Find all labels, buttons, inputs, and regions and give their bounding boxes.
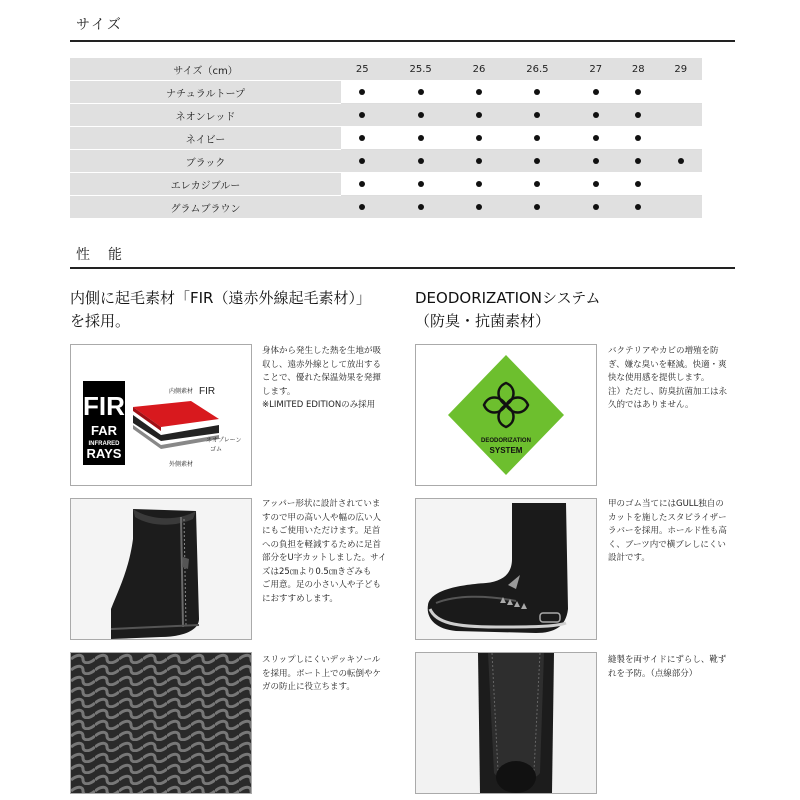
availability-cell — [575, 173, 617, 196]
description-line: ガの防止に役立ちます。 — [262, 682, 355, 692]
available-dot — [593, 158, 599, 164]
availability-cell — [341, 104, 383, 127]
size-column-header: 25 — [341, 58, 383, 81]
availability-cell — [500, 173, 574, 196]
available-dot — [635, 158, 641, 164]
rubber-label: ゴム — [210, 446, 223, 453]
description-line: にもご使用いただけます。足首 — [262, 526, 381, 536]
size-column-header: 29 — [660, 58, 703, 81]
availability-cell — [458, 173, 500, 196]
size-header-label: サイズ（cm） — [70, 58, 341, 81]
description-line: スリップしにくいデッキソール — [262, 655, 381, 665]
availability-cell — [575, 104, 617, 127]
availability-cell — [341, 173, 383, 196]
upper-description — [262, 498, 387, 606]
color-label: ネオンレッド — [70, 104, 341, 127]
size-table-row — [70, 150, 702, 173]
availability-cell — [341, 150, 383, 173]
outer-material-label: 外側素材 — [169, 461, 194, 468]
description-line: アッパー形状に設計されていま — [262, 499, 381, 509]
availability-cell — [617, 173, 659, 196]
available-dot — [534, 135, 540, 141]
description-line: ことで、優れた保温効果を発揮 — [262, 373, 381, 383]
size-column-header: 26.5 — [500, 58, 574, 81]
description-line: バクテリアやカビの増殖を防 — [608, 346, 719, 356]
description-line: ご用意。足の小さい人や子ども — [262, 580, 382, 590]
deo-logo-line1: DEODORIZATION — [481, 438, 531, 444]
available-dot — [635, 204, 641, 210]
available-dot — [534, 204, 540, 210]
feature-left-title — [70, 287, 371, 333]
description-line: ズは25㎝より0.5㎝きざみも — [262, 566, 372, 577]
deodorization-description — [608, 345, 733, 413]
available-dot — [593, 181, 599, 187]
availability-cell — [660, 104, 703, 127]
availability-cell — [383, 81, 457, 104]
performance-section-title: 性 能 — [76, 247, 124, 263]
size-table — [70, 58, 702, 219]
seam-description — [608, 654, 733, 681]
available-dot — [476, 89, 482, 95]
feature-right-line1: DEODORIZATIONシステム — [415, 289, 601, 307]
available-dot — [418, 158, 424, 164]
availability-cell — [500, 104, 574, 127]
feature-right-line2: （防臭・抗菌素材） — [415, 312, 551, 330]
available-dot — [593, 112, 599, 118]
color-label: ナチュラルトープ — [70, 81, 341, 104]
description-line: 快な使用感を提供します。 — [608, 373, 710, 383]
deck-sole-description — [262, 654, 387, 695]
availability-cell — [575, 81, 617, 104]
size-table-row — [70, 196, 702, 219]
availability-cell — [575, 196, 617, 219]
description-line: を採用。ボート上での転倒やケ — [262, 668, 382, 679]
availability-cell — [575, 150, 617, 173]
available-dot — [476, 135, 482, 141]
available-dot — [593, 135, 599, 141]
size-table-row — [70, 81, 702, 104]
description-line: ※LIMITED EDITIONのみ採用 — [262, 400, 376, 410]
availability-cell — [660, 81, 703, 104]
color-label: ブラック — [70, 150, 341, 173]
feature-left-line1: 内側に起毛素材「FIR（遠赤外線起毛素材）」 — [70, 289, 371, 307]
description-line: ぎ、嫌な臭いを軽減。快適・爽 — [608, 359, 727, 370]
availability-cell — [500, 81, 574, 104]
available-dot — [418, 135, 424, 141]
rays-logo-text: RAYS — [86, 446, 122, 461]
section-divider — [70, 40, 735, 42]
fir-material-label: FIR — [199, 386, 216, 397]
available-dot — [359, 112, 365, 118]
size-section-header — [70, 14, 735, 34]
available-dot — [359, 158, 365, 164]
availability-cell — [617, 150, 659, 173]
available-dot — [593, 89, 599, 95]
availability-cell — [383, 150, 457, 173]
available-dot — [635, 89, 641, 95]
color-label: ネイビー — [70, 127, 341, 150]
availability-cell — [383, 173, 457, 196]
available-dot — [534, 89, 540, 95]
description-line: 注）ただし、防臭抗菌加工は永 — [608, 386, 728, 397]
availability-cell — [458, 127, 500, 150]
availability-cell — [341, 127, 383, 150]
availability-cell — [458, 81, 500, 104]
available-dot — [359, 135, 365, 141]
availability-cell — [660, 150, 703, 173]
available-dot — [418, 112, 424, 118]
stabilizer-boot-image — [415, 498, 597, 640]
deodorization-logo-image — [415, 344, 597, 486]
availability-cell — [575, 127, 617, 150]
availability-cell — [617, 104, 659, 127]
section-divider — [70, 267, 735, 269]
availability-cell — [383, 196, 457, 219]
seam-image — [415, 652, 597, 794]
availability-cell — [383, 104, 457, 127]
deck-sole-image — [70, 652, 252, 794]
available-dot — [476, 158, 482, 164]
available-dot — [635, 112, 641, 118]
description-line: におすすめします。 — [262, 593, 338, 604]
color-label: エレカジブルー — [70, 173, 341, 196]
description-line: 部分をU字カットしました。サイ — [262, 553, 387, 563]
availability-cell — [660, 127, 703, 150]
infrared-logo-text: INFRARED — [88, 441, 120, 447]
deo-logo-line2: SYSTEM — [489, 446, 523, 455]
size-table-row — [70, 104, 702, 127]
description-line: への負担を軽減するために足首 — [262, 539, 382, 550]
available-dot — [635, 135, 641, 141]
description-line: れを予防。（点線部分） — [608, 668, 698, 679]
description-line: します。 — [262, 386, 296, 397]
availability-cell — [660, 173, 703, 196]
available-dot — [418, 181, 424, 187]
available-dot — [418, 89, 424, 95]
description-line: く、ブーツ内で横ブレしにくい — [608, 539, 726, 550]
feature-left-line2: を採用。 — [70, 312, 131, 330]
description-line: 久的ではありません。 — [608, 400, 694, 410]
size-table-row — [70, 127, 702, 150]
available-dot — [534, 181, 540, 187]
availability-cell — [617, 127, 659, 150]
size-header-row — [70, 58, 702, 81]
available-dot — [359, 204, 365, 210]
description-line: 甲のゴム当てにはGULL独自の — [608, 499, 724, 509]
available-dot — [476, 204, 482, 210]
availability-cell — [617, 81, 659, 104]
available-dot — [359, 181, 365, 187]
fir-logo-text: FIR — [83, 391, 125, 421]
available-dot — [593, 204, 599, 210]
description-line: 縫製を両サイドにずらし、靴ず — [608, 655, 727, 665]
availability-cell — [458, 150, 500, 173]
available-dot — [359, 89, 365, 95]
feature-right-title — [415, 287, 601, 333]
description-line: 身体から発生した熱を生地が吸 — [262, 346, 382, 356]
fir-description — [262, 345, 387, 413]
size-column-header: 27 — [575, 58, 617, 81]
available-dot — [476, 112, 482, 118]
availability-cell — [500, 150, 574, 173]
zipper-boot-image — [70, 498, 252, 640]
available-dot — [635, 181, 641, 187]
available-dot — [534, 158, 540, 164]
availability-cell — [500, 196, 574, 219]
availability-cell — [383, 127, 457, 150]
description-line: カットを施したスタビライザー — [608, 512, 727, 523]
available-dot — [534, 112, 540, 118]
availability-cell — [458, 196, 500, 219]
far-logo-text: FAR — [91, 423, 117, 438]
color-label: グラムブラウン — [70, 196, 341, 219]
size-column-header: 28 — [617, 58, 659, 81]
available-dot — [476, 181, 482, 187]
available-dot — [678, 158, 684, 164]
description-line: ラバーを採用。ホールド性も高 — [608, 526, 727, 536]
availability-cell — [341, 81, 383, 104]
availability-cell — [617, 196, 659, 219]
availability-cell — [341, 196, 383, 219]
availability-cell — [660, 196, 703, 219]
description-line: すので甲の高い人や幅の広い人 — [262, 512, 382, 523]
fir-diagram-image — [70, 344, 252, 486]
availability-cell — [458, 104, 500, 127]
description-line: 収し、遠赤外線として放出する — [262, 359, 382, 370]
size-table-row — [70, 173, 702, 196]
neoprene-label: ネオプレーン — [206, 437, 242, 444]
size-column-header: 25.5 — [383, 58, 457, 81]
performance-section-header — [70, 244, 735, 264]
inner-material-label: 内側素材 — [169, 388, 194, 395]
size-column-header: 26 — [458, 58, 500, 81]
available-dot — [418, 204, 424, 210]
stabilizer-description — [608, 498, 733, 566]
size-section-title: サイズ — [76, 17, 123, 33]
description-line: 設計です。 — [608, 553, 650, 563]
availability-cell — [500, 127, 574, 150]
